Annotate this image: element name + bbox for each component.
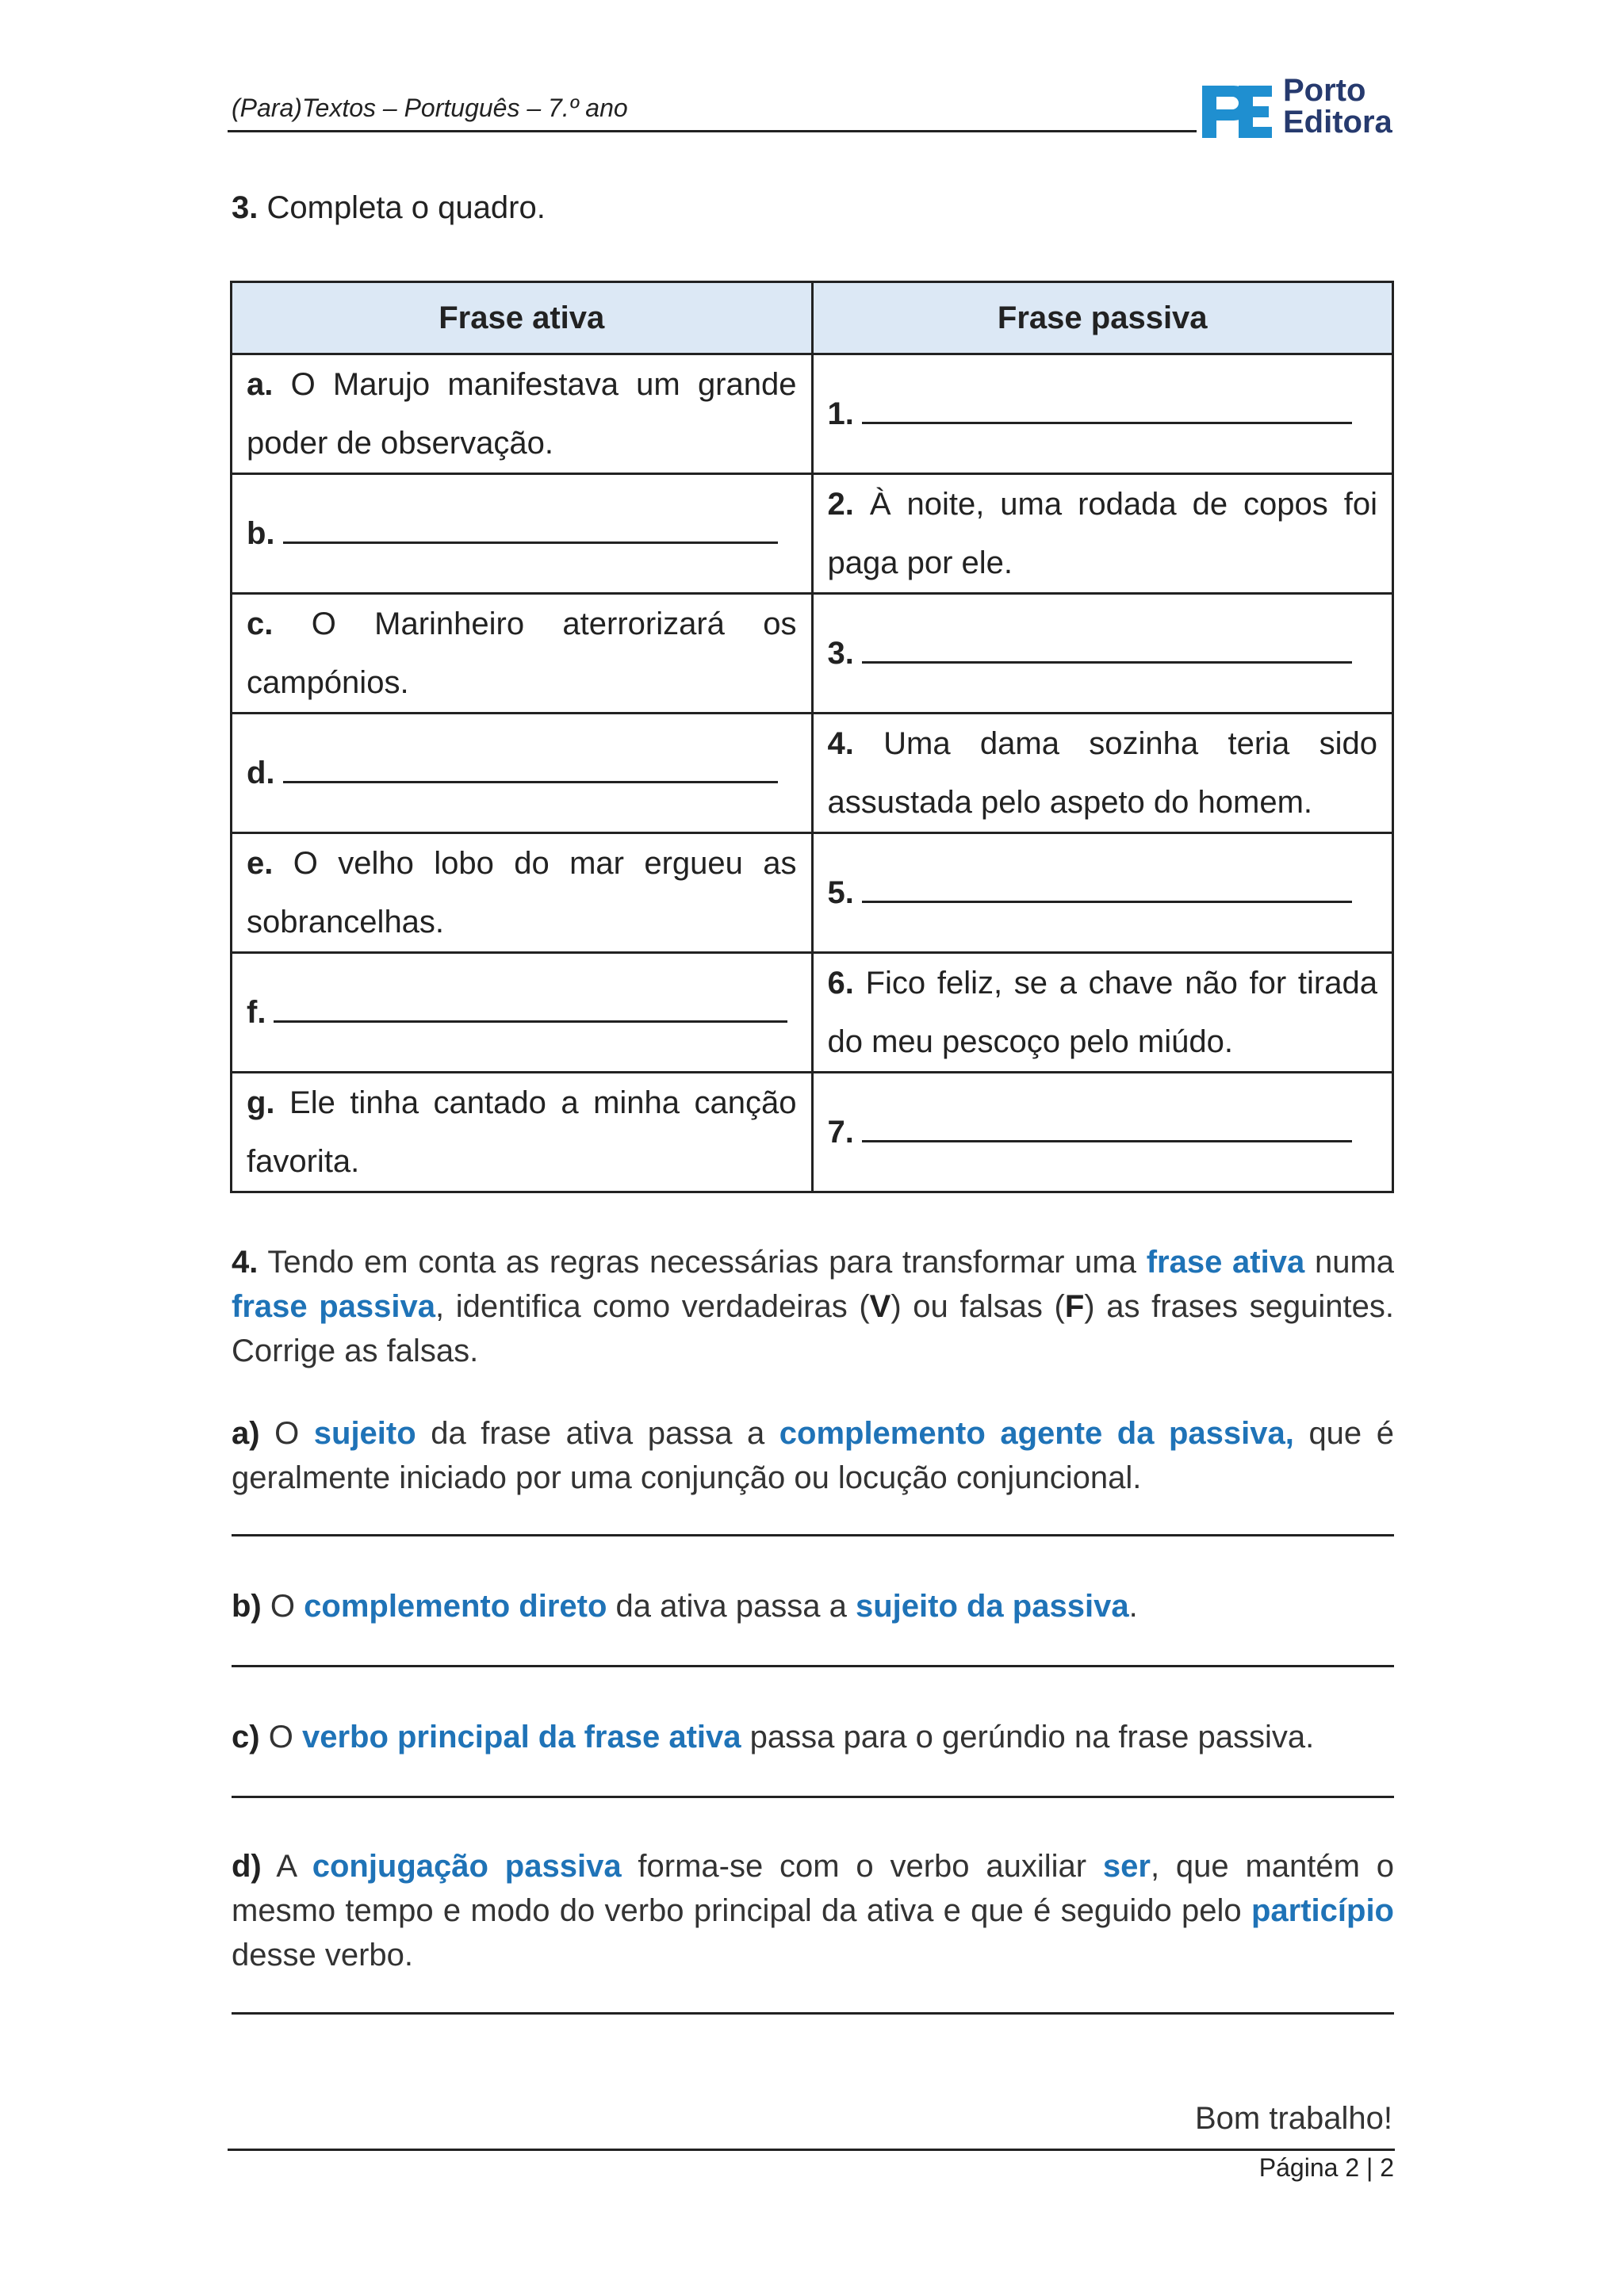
active-cell-b[interactable]	[232, 474, 813, 594]
active-cell-g	[232, 1073, 813, 1192]
answer-line-a[interactable]	[232, 1534, 1394, 1536]
answer-line-c[interactable]	[232, 1796, 1394, 1798]
term-ser: ser	[1102, 1849, 1151, 1884]
intro-text: numa	[1314, 1245, 1395, 1280]
question-4-number: 4.	[232, 1245, 259, 1280]
statement-c	[232, 1715, 1394, 1759]
row-label-3: 3.	[827, 636, 854, 671]
statement-c-label: c)	[232, 1720, 260, 1755]
answer-line-d[interactable]	[232, 2012, 1394, 2015]
term-complemento-agente: complemento agente da passiva,	[779, 1416, 1294, 1451]
term-frase-ativa: frase ativa	[1146, 1245, 1305, 1280]
closing-message: Bom trabalho!	[1194, 2101, 1392, 2136]
statement-text: forma-se com o verbo auxiliar	[638, 1849, 1087, 1884]
row-label-6: 6.	[827, 966, 854, 1001]
header-divider	[228, 130, 1197, 132]
table-row	[232, 1073, 1393, 1192]
statement-text: da ativa passa a	[615, 1589, 847, 1624]
term-sujeito-da-passiva: sujeito da passiva	[855, 1589, 1129, 1624]
row-label-g: g.	[247, 1085, 275, 1120]
statement-text: O	[268, 1720, 293, 1755]
row-label-5: 5.	[827, 875, 854, 910]
active-sentence-g: Ele tinha cantado a minha canção favorita.	[247, 1085, 797, 1179]
statement-b-label: b)	[232, 1589, 262, 1624]
term-complemento-direto: complemento direto	[304, 1589, 607, 1624]
term-sujeito: sujeito	[313, 1416, 416, 1451]
footer-divider	[228, 2149, 1395, 2151]
false-marker: F	[1064, 1289, 1085, 1324]
statement-text: desse verbo.	[232, 1938, 414, 1973]
passive-cell-1[interactable]	[812, 354, 1393, 474]
active-cell-a	[232, 354, 813, 474]
passive-cell-5[interactable]	[812, 833, 1393, 953]
intro-text: ) as frases seguintes. Corrige as falsas.	[232, 1289, 1394, 1368]
active-cell-f[interactable]	[232, 953, 813, 1073]
active-cell-d[interactable]	[232, 714, 813, 833]
row-label-c: c.	[247, 607, 274, 641]
row-label-d: d.	[247, 756, 275, 790]
page-number: Página 2 | 2	[1258, 2153, 1394, 2182]
question-3-instruction: Completa o quadro.	[266, 190, 546, 225]
passive-sentence-2: À noite, uma rodada de copos foi paga por ele.	[827, 487, 1377, 580]
row-label-2: 2.	[827, 487, 854, 522]
active-sentence-a: O Marujo manifestava um grande poder de observação.	[247, 367, 797, 461]
table-row	[232, 833, 1393, 953]
answer-blank-5[interactable]	[862, 866, 1352, 903]
porto-editora-logo	[1202, 73, 1400, 149]
answer-blank-7[interactable]	[862, 1105, 1352, 1142]
statement-text: O	[270, 1589, 296, 1624]
row-label-e: e.	[247, 846, 274, 881]
logo-text-porto: Porto	[1283, 73, 1366, 108]
active-cell-c	[232, 594, 813, 714]
table-row	[232, 714, 1393, 833]
statement-text: passa para o gerúndio na frase passiva.	[749, 1720, 1315, 1755]
column-header-frase-ativa: Frase ativa	[232, 282, 813, 354]
table-row	[232, 594, 1393, 714]
table-row	[232, 953, 1393, 1073]
row-label-7: 7.	[827, 1115, 854, 1150]
term-participio: particípio	[1251, 1893, 1394, 1928]
statement-b	[232, 1584, 1394, 1628]
porto-editora-logo-icon	[1202, 79, 1275, 141]
statement-text: , que mantém o mesmo tempo e modo do verbo principal da ativa e que é seguido pelo	[232, 1849, 1395, 1928]
answer-blank-3[interactable]	[862, 626, 1352, 664]
question-4-intro	[232, 1240, 1394, 1373]
statement-d-label: d)	[232, 1849, 262, 1884]
statement-a	[232, 1411, 1394, 1500]
active-passive-table	[230, 281, 1394, 1193]
logo-text-editora: Editora	[1283, 105, 1392, 140]
table-header-row	[232, 282, 1393, 354]
passive-cell-3[interactable]	[812, 594, 1393, 714]
statement-text: que é geralmente iniciado por uma conjunção ou locução conjuncional.	[232, 1416, 1394, 1495]
table-row	[232, 354, 1393, 474]
term-verbo-principal: verbo principal da frase ativa	[301, 1720, 741, 1755]
passive-sentence-6: Fico feliz, se a chave não for tirada do meu pescoço pelo miúdo.	[827, 966, 1377, 1059]
row-label-b: b.	[247, 516, 275, 551]
term-frase-passiva: frase passiva	[232, 1289, 436, 1324]
statement-a-label: a)	[232, 1416, 260, 1451]
statement-text: da frase ativa passa a	[431, 1416, 765, 1451]
statement-text: A	[276, 1849, 296, 1884]
header-title: (Para)Textos – Português – 7.º ano	[232, 94, 628, 122]
answer-blank-1[interactable]	[862, 387, 1352, 424]
statement-text: .	[1128, 1589, 1138, 1624]
row-label-a: a.	[247, 367, 274, 402]
question-3-number: 3.	[232, 190, 259, 225]
row-label-4: 4.	[827, 726, 854, 761]
true-marker: V	[869, 1289, 891, 1324]
column-header-frase-passiva: Frase passiva	[812, 282, 1393, 354]
answer-blank-d[interactable]	[283, 746, 778, 783]
statement-text: O	[274, 1416, 300, 1451]
passive-sentence-4: Uma dama sozinha teria sido assustada pelo aspeto do homem.	[827, 726, 1377, 820]
passive-cell-4	[812, 714, 1393, 833]
statement-d	[232, 1844, 1394, 1977]
answer-blank-b[interactable]	[283, 507, 778, 544]
answer-blank-f[interactable]	[274, 985, 787, 1023]
active-sentence-c: O Marinheiro aterrorizará os campónios.	[247, 607, 797, 700]
intro-text: , identifica como verdadeiras (	[435, 1289, 870, 1324]
intro-text: ) ou falsas (	[891, 1289, 1065, 1324]
active-sentence-e: O velho lobo do mar ergueu as sobrancelhas.	[247, 846, 797, 939]
term-conjugacao-passiva: conjugação passiva	[312, 1849, 622, 1884]
answer-line-b[interactable]	[232, 1665, 1394, 1667]
passive-cell-6	[812, 953, 1393, 1073]
question-3-title	[232, 190, 546, 226]
table-row	[232, 474, 1393, 594]
active-cell-e	[232, 833, 813, 953]
intro-text: Tendo em conta as regras necessárias para transformar uma	[267, 1245, 1136, 1280]
row-label-1: 1.	[827, 396, 854, 431]
row-label-f: f.	[247, 995, 266, 1030]
passive-cell-2	[812, 474, 1393, 594]
passive-cell-7[interactable]	[812, 1073, 1393, 1192]
